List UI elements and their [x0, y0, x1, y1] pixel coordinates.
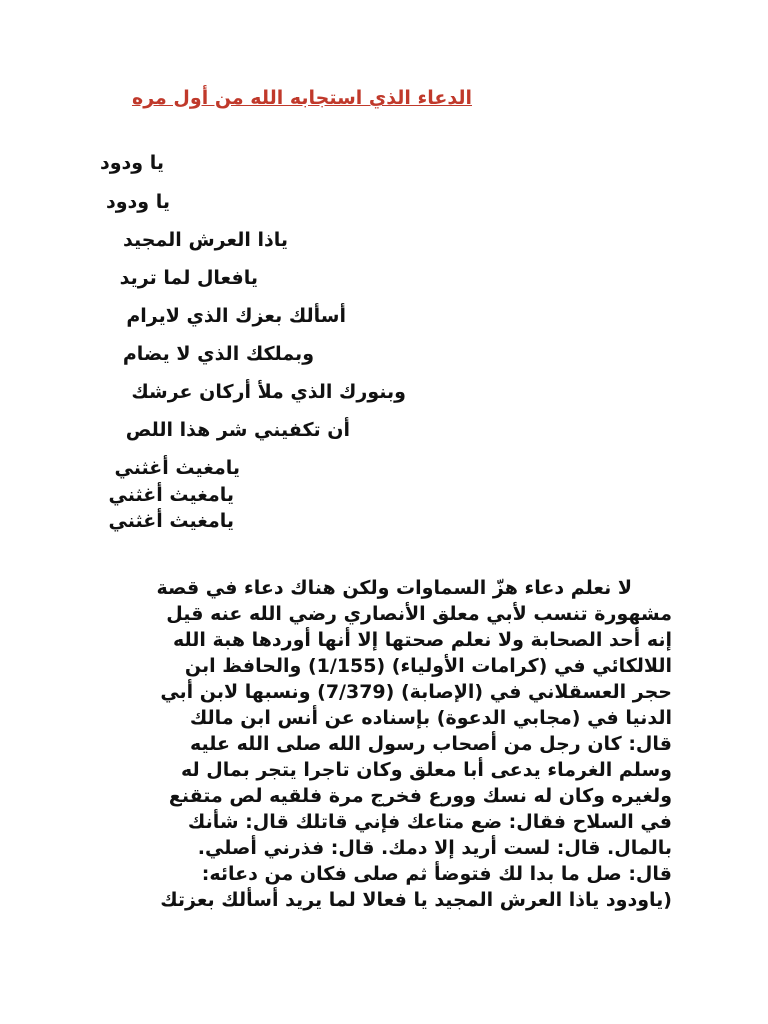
- paragraph-line: لا نعلم دعاء هزّ السماوات ولكن هناك دعاء في قصة: [156, 577, 632, 599]
- paragraph-line: وسلم الغرماء يدعى أبا معلق وكان تاجرا يتجر بمال له: [180, 759, 672, 781]
- dua-line: وبنورك الذي ملأ أركان عرشك: [131, 381, 406, 403]
- dua-line: ياذا العرش المجيد: [123, 229, 288, 251]
- paragraph-line: بالمال. قال: لست أريد إلا دمك. قال: فذرني أصلي.: [197, 837, 672, 859]
- dua-line: يامغيث أغثني: [108, 484, 234, 506]
- paragraph-line: قال: صل ما بدا لك فتوضأ ثم صلى فكان من دعائه:: [201, 863, 672, 885]
- dua-line: يا ودود: [105, 191, 170, 213]
- paragraph-line: إنه أحد الصحابة ولا نعلم صحتها إلا أنها أوردها هبة الله: [173, 629, 672, 651]
- story-paragraph: [92, 575, 672, 913]
- dua-line: يا ودود: [99, 152, 164, 174]
- dua-line: أسألك بعزك الذي لايرام: [126, 305, 346, 327]
- paragraph-line: مشهورة تنسب لأبي معلق الأنصاري رضي الله عنه قيل: [166, 603, 672, 625]
- paragraph-line: ولغيره وكان له نسك وورع فخرج مرة فلقيه لص متقنع: [168, 785, 672, 807]
- dua-line: يافعال لما تريد: [119, 267, 258, 289]
- dua-line: وبملكك الذي لا يضام: [122, 343, 314, 365]
- paragraph-line: الدنيا في (مجابي الدعوة) بإسناده عن أنس ابن مالك: [189, 707, 672, 729]
- document-title: الدعاء الذي استجابه الله من أول مره: [131, 87, 472, 109]
- dua-line: أن تكفيني شر هذا اللص: [125, 419, 350, 441]
- paragraph-line: حجر العسقلاني في (الإصابة) (7/379) ونسبها لابن أبي: [160, 681, 672, 703]
- paragraph-line: في السلاح فقال: ضع متاعك فإني قاتلك قال: شأنك: [187, 811, 672, 833]
- paragraph-line: (ياودود ياذا العرش المجيد يا فعالا لما يريد أسألك بعزتك: [160, 889, 672, 911]
- paragraph-line: قال: كان رجل من أصحاب رسول الله صلى الله عليه: [189, 733, 672, 755]
- paragraph-line: اللالكائي في (كرامات الأولياء) (1/155) والحافظ ابن: [184, 655, 672, 677]
- dua-line: يامغيث أغثني: [114, 457, 240, 479]
- dua-line: يامغيث أغثني: [108, 510, 234, 532]
